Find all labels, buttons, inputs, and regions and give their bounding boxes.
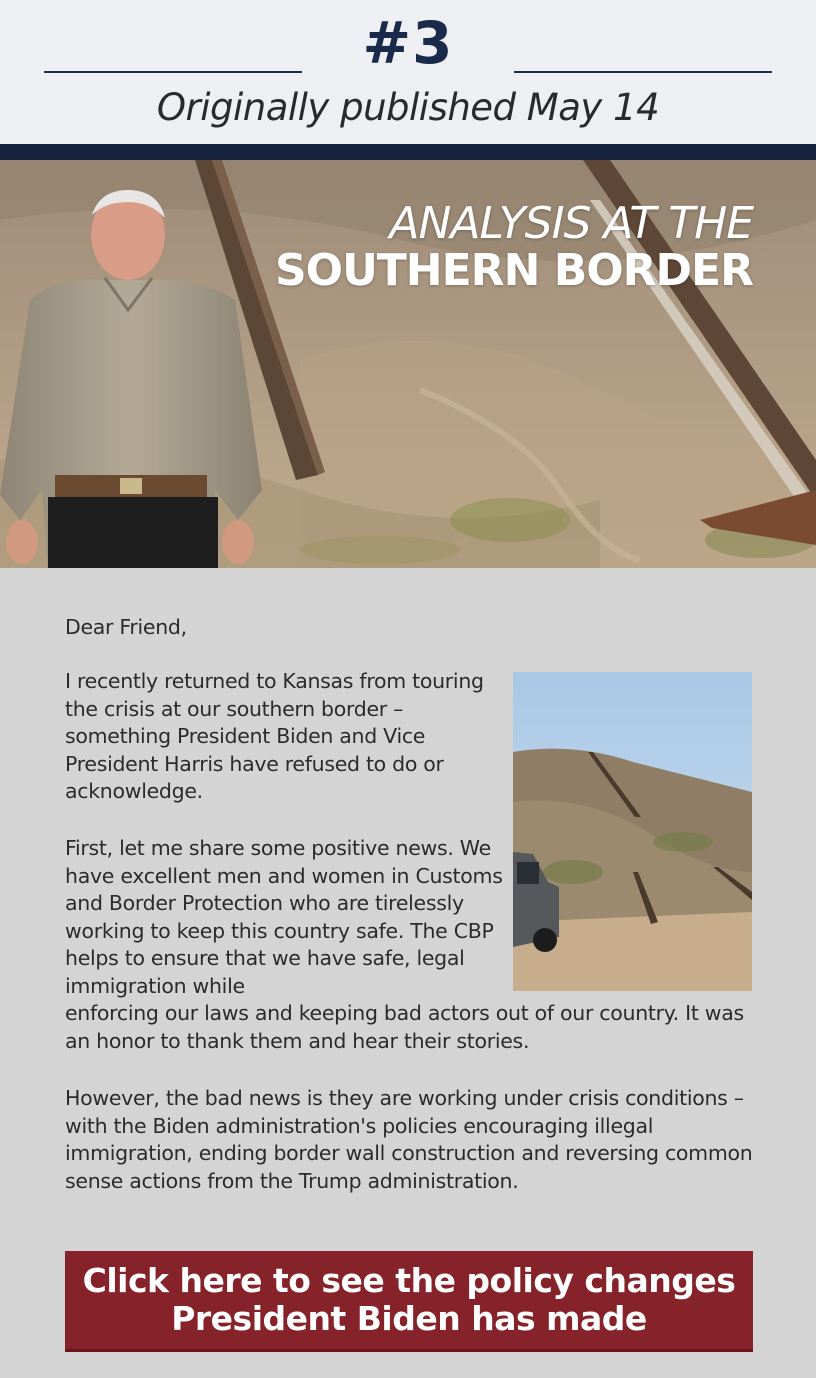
header-rule-right bbox=[514, 71, 772, 73]
paragraph-2-part-b: enforcing our laws and keeping bad actors out of our country. It was an honor to thank them and hear their stories. bbox=[65, 1001, 744, 1053]
cta-line1: Click here to see the policy changes bbox=[82, 1261, 736, 1300]
hero-title-line1: ANALYSIS AT THE bbox=[389, 198, 753, 249]
cta-line2: President Biden has made bbox=[171, 1299, 647, 1338]
paragraph-1: I recently returned to Kansas from touring the crisis at our southern border – something President Biden and Vice President Harris have refused to do or acknowledge. bbox=[65, 669, 484, 803]
paragraph-2 bbox=[65, 835, 755, 1055]
issue-number: #3 bbox=[362, 9, 454, 77]
hero-title bbox=[275, 200, 753, 294]
policy-changes-button-label bbox=[69, 1262, 749, 1338]
greeting: Dear Friend, bbox=[65, 615, 187, 639]
header-rule-left bbox=[44, 71, 302, 73]
policy-changes-button[interactable] bbox=[65, 1251, 753, 1352]
hero-title-line2: SOUTHERN BORDER bbox=[274, 245, 753, 296]
header-divider-band bbox=[0, 144, 816, 160]
newsletter-header bbox=[0, 0, 816, 144]
paragraph-3: However, the bad news is they are working under crisis conditions – with the Biden administration's policies encouraging illegal immigration, ending border wall construction and reversing common sense actions from the Trump administration. bbox=[65, 1086, 753, 1193]
published-date: Originally published May 14 bbox=[156, 86, 660, 129]
paragraph-2-part-a: First, let me share some positive news. We have excellent men and women in Customs and Border Protection who are tirelessly working to keep this country safe. The CBP helps to ensure that we have safe, legal immigration while bbox=[65, 836, 503, 998]
hero-banner bbox=[0, 160, 816, 568]
